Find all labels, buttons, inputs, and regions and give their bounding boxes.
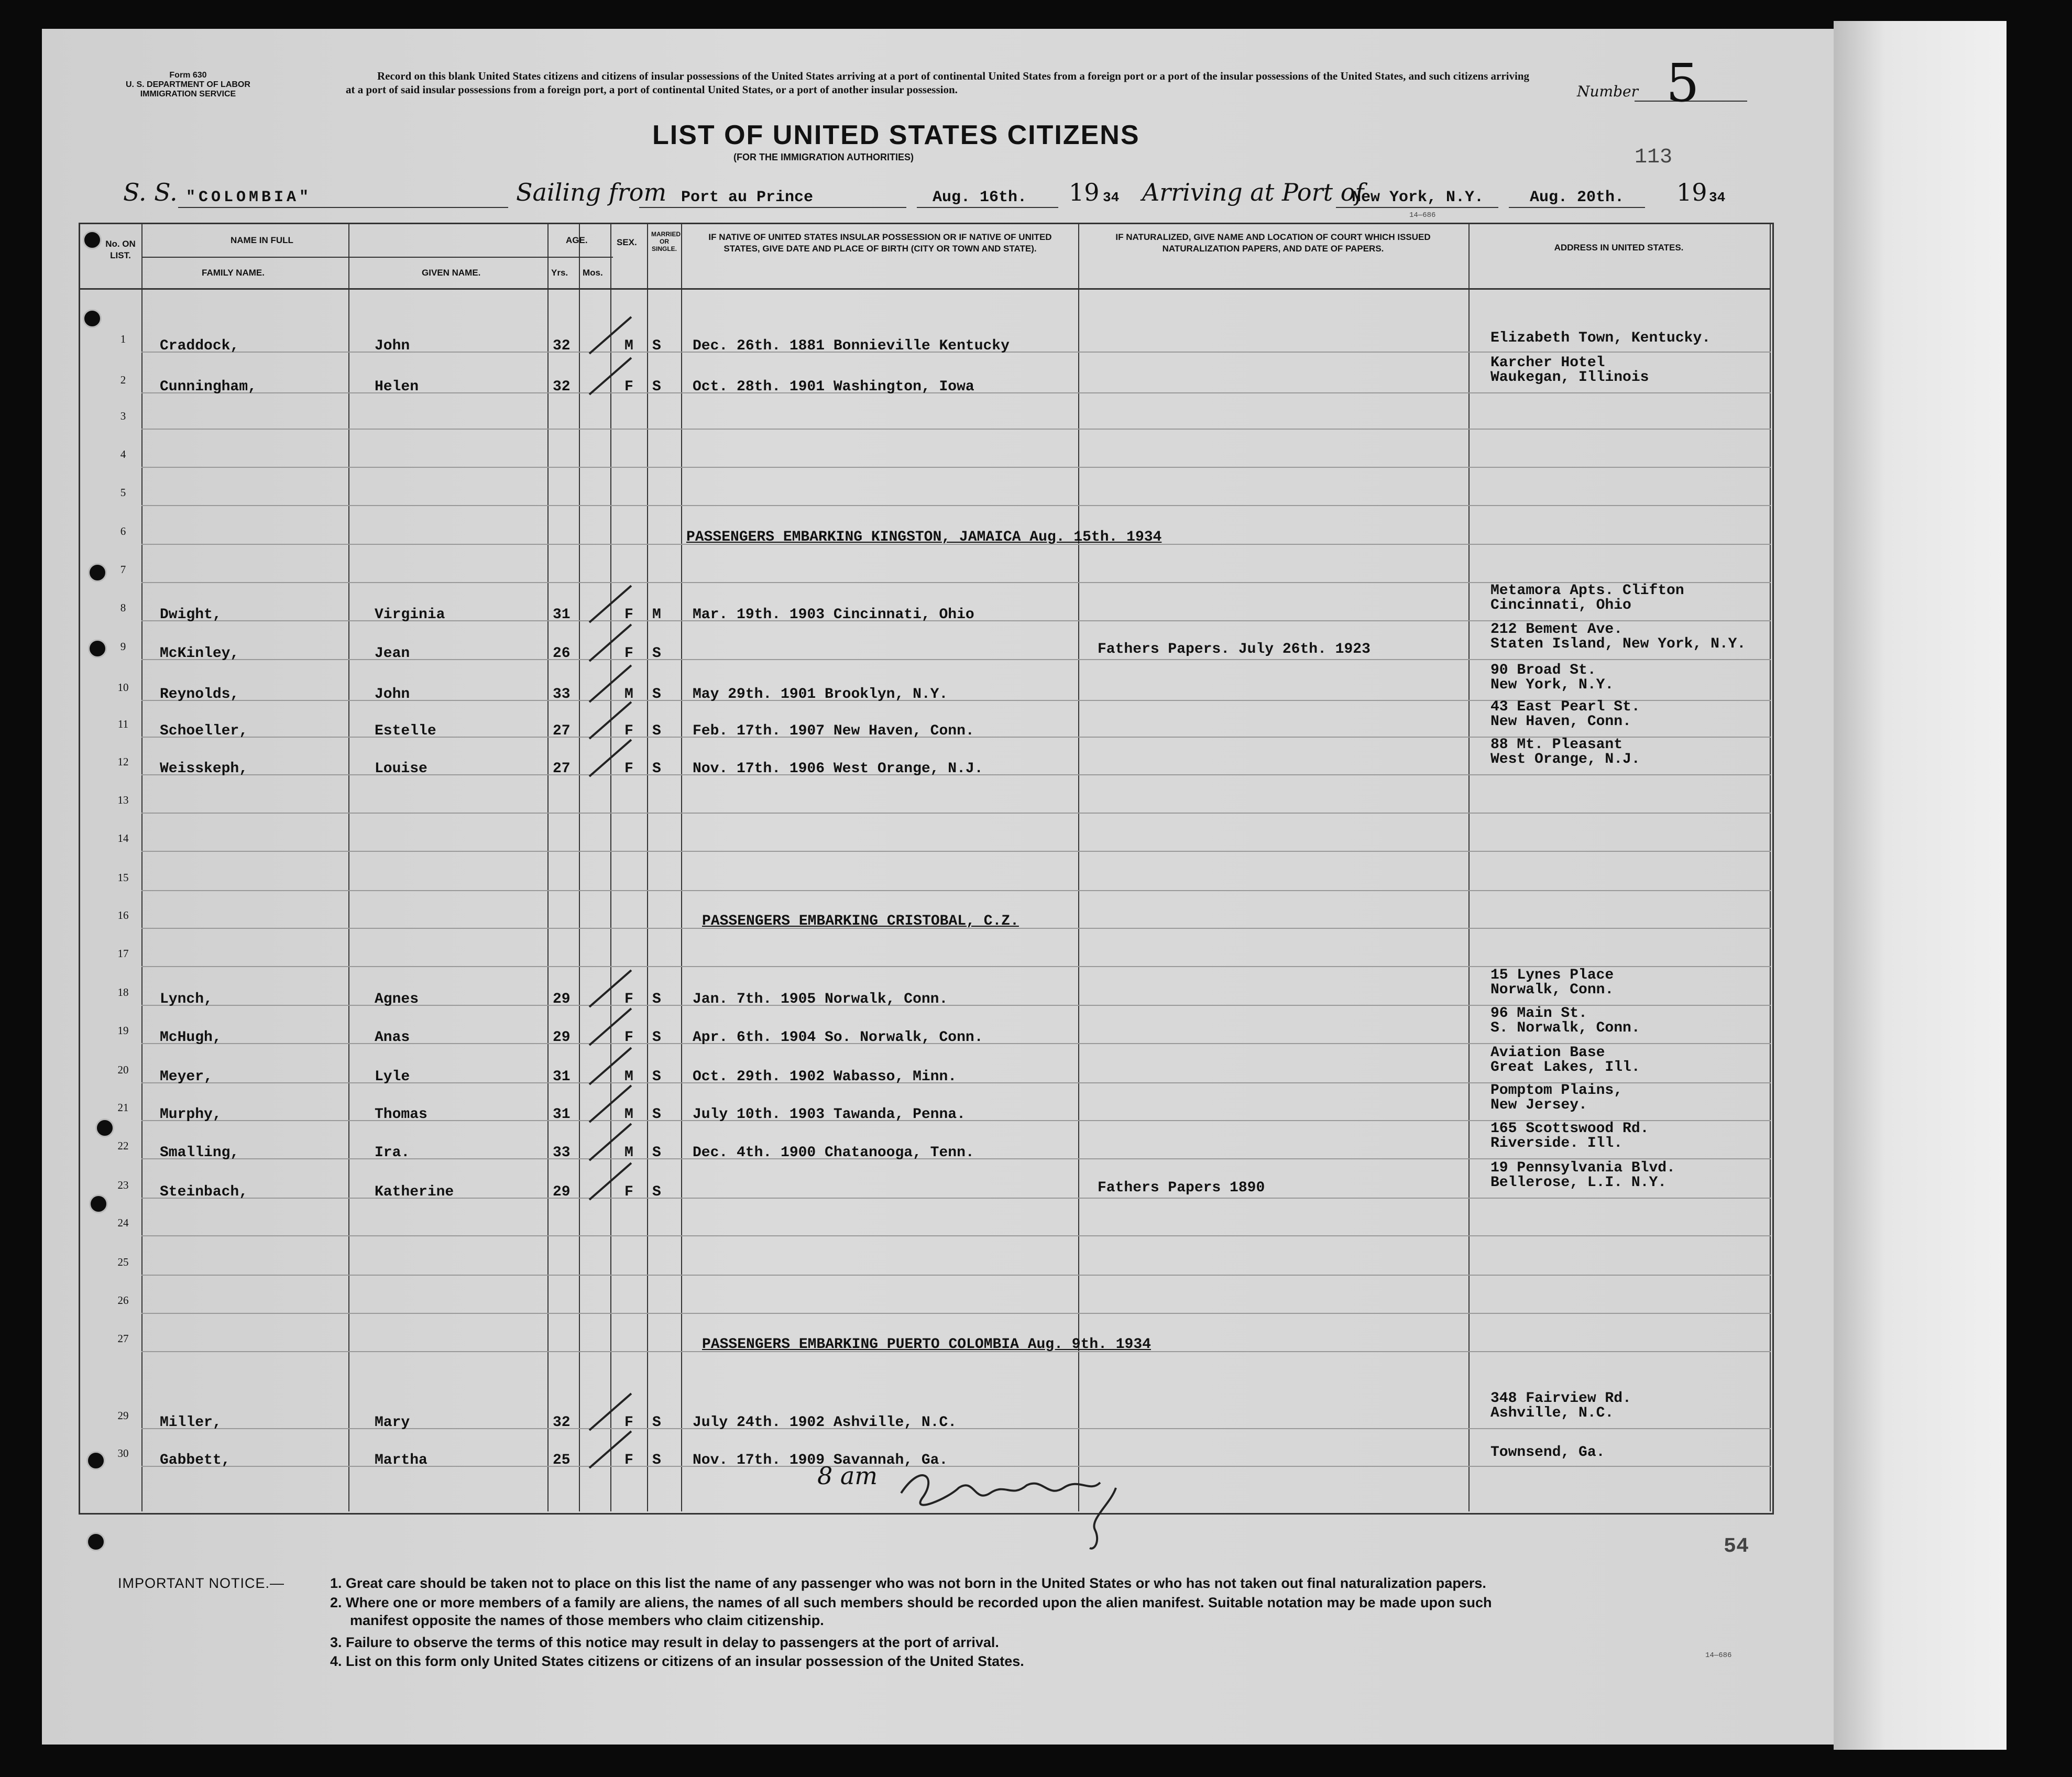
age-years: 27 <box>553 723 571 739</box>
to-port: New York, N.Y. <box>1352 189 1484 206</box>
sex: M <box>624 1069 633 1085</box>
section-header: PASSENGERS EMBARKING PUERTO COLOMBIA Aug. 9th. 1934 <box>702 1336 1151 1353</box>
page-edge <box>1834 21 2007 1750</box>
ship-name: "COLOMBIA" <box>186 189 312 206</box>
notice-item-4: 4. List on this form only United States citizens or citizens of an insular possession of the United States. <box>330 1653 1024 1669</box>
given-name: Katherine <box>375 1184 454 1200</box>
col-married: MARRIED OR SINGLE. <box>651 231 681 253</box>
from-port: Port au Prince <box>681 189 814 206</box>
address-line-2: Ashville, N.C. <box>1490 1405 1614 1421</box>
col-divider <box>647 223 648 1511</box>
age-years: 29 <box>553 1029 571 1046</box>
address-line-2: New Jersey. <box>1490 1097 1587 1113</box>
family-name: McKinley, <box>160 645 239 662</box>
check-mark <box>587 1083 634 1125</box>
to-date: Aug. 20th. <box>1530 189 1625 206</box>
row-number: 13 <box>117 794 129 806</box>
service: IMMIGRATION SERVICE <box>140 90 236 98</box>
col-family-name: FAMILY NAME. <box>202 268 265 278</box>
address-line-1: Townsend, Ga. <box>1490 1444 1605 1461</box>
given-name: Lyle <box>375 1069 410 1085</box>
family-name: McHugh, <box>160 1029 222 1046</box>
row-line <box>141 505 1771 506</box>
address-line-1: Elizabeth Town, Kentucky. <box>1490 330 1711 346</box>
check-mark <box>587 1160 634 1202</box>
marital-status: S <box>652 1184 661 1200</box>
row-number: 1 <box>120 333 126 345</box>
address-line-1: 19 Pennsylvania Blvd. <box>1490 1160 1675 1176</box>
header-divider <box>141 257 613 258</box>
given-name: Agnes <box>375 991 419 1007</box>
age-years: 31 <box>553 1069 571 1085</box>
col-divider <box>681 223 682 1511</box>
page-number: 54 <box>1724 1535 1749 1559</box>
birth-date-place: May 29th. 1901 Brooklyn, N.Y. <box>693 686 948 703</box>
row-number: 27 <box>117 1332 129 1345</box>
birth-date-place: Dec. 4th. 1900 Chatanooga, Tenn. <box>693 1145 974 1161</box>
sex: F <box>624 607 633 623</box>
marital-status: S <box>652 991 661 1007</box>
row-number: 24 <box>117 1216 129 1229</box>
age-years: 29 <box>553 991 571 1007</box>
address-line-2: New Haven, Conn. <box>1490 714 1631 730</box>
address-line-2: Bellerose, L.I. N.Y. <box>1490 1175 1667 1191</box>
year-prefix-2: 19 <box>1676 178 1707 206</box>
address-line-2: Staten Island, New York, N.Y. <box>1490 636 1746 652</box>
address-line-2: Great Lakes, Ill. <box>1490 1059 1640 1076</box>
signature-mark <box>891 1456 1153 1556</box>
marital-status: S <box>652 1414 661 1431</box>
col-divider <box>1770 223 1771 1511</box>
sex: F <box>624 1452 633 1468</box>
to-date-underline <box>1509 207 1645 208</box>
age-years: 32 <box>553 379 571 395</box>
family-name: Miller, <box>160 1414 222 1431</box>
sex: F <box>624 1029 633 1046</box>
binder-hole <box>95 1118 114 1137</box>
sex: M <box>624 686 633 703</box>
form-instructions: Record on this blank United States citizens and citizens of insular possessions of the United States arriving at a port of continental United States from a foreign port or a port of the insular possessions of the United States, and such citizens arriving at a port of said insular possessions from a foreign port, a port of continental United States, or a port of another insular possession. <box>346 70 1530 96</box>
family-name: Gabbett, <box>160 1452 231 1468</box>
address-line-2: Riverside. Ill. <box>1490 1135 1623 1151</box>
col-divider <box>1468 223 1470 1511</box>
form-code-top: 14—686 <box>1409 211 1436 220</box>
row-line <box>141 1313 1771 1314</box>
binder-hole <box>83 231 102 249</box>
check-mark <box>587 1391 634 1433</box>
row-line <box>141 467 1771 468</box>
sex: F <box>624 1414 633 1431</box>
binder-hole <box>86 1451 105 1470</box>
address-line-2: New York, N.Y. <box>1490 677 1614 693</box>
given-name: Anas <box>375 1029 410 1046</box>
form-code-bottom: 14—686 <box>1705 1651 1732 1660</box>
given-name: John <box>375 338 410 354</box>
marital-status: S <box>652 761 661 777</box>
col-mos: Mos. <box>583 268 603 278</box>
address-line-1: 90 Broad St. <box>1490 662 1596 678</box>
given-name: Ira. <box>375 1145 410 1161</box>
ss-label: S. S. <box>123 178 178 206</box>
row-number: 29 <box>117 1409 129 1422</box>
family-name: Schoeller, <box>160 723 248 739</box>
page-subtitle: (FOR THE IMMIGRATION AUTHORITIES) <box>733 152 914 162</box>
marital-status: S <box>652 338 661 354</box>
address-line-1: 348 Fairview Rd. <box>1490 1390 1631 1407</box>
age-years: 29 <box>553 1184 571 1200</box>
row-number: 12 <box>117 755 129 768</box>
age-years: 27 <box>553 761 571 777</box>
given-name: Virginia <box>375 607 445 623</box>
marital-status: S <box>652 379 661 395</box>
check-mark <box>587 583 634 625</box>
address-line-1: 96 Main St. <box>1490 1005 1587 1022</box>
from-date: Aug. 16th. <box>933 189 1027 206</box>
row-line <box>141 813 1771 814</box>
row-number: 22 <box>117 1139 129 1152</box>
address-line-2: West Orange, N.J. <box>1490 751 1640 767</box>
year-prefix-1: 19 <box>1069 178 1100 206</box>
manifest-table <box>79 223 1774 1515</box>
binder-hole <box>88 563 107 582</box>
department: U. S. DEPARTMENT OF LABOR <box>126 80 250 89</box>
number-label: Number <box>1577 83 1638 100</box>
check-mark <box>587 1045 634 1087</box>
row-number: 25 <box>117 1256 129 1268</box>
row-number: 4 <box>120 448 126 460</box>
address-line-1: 212 Bement Ave. <box>1490 621 1623 638</box>
age-years: 32 <box>553 1414 571 1431</box>
marital-status: M <box>652 607 661 623</box>
address-line-1: Metamora Apts. Clifton <box>1490 583 1684 599</box>
naturalization: Fathers Papers 1890 <box>1098 1180 1265 1196</box>
header-bottom <box>79 288 1771 290</box>
from-port-underline <box>639 207 906 208</box>
row-number: 3 <box>120 410 126 422</box>
page-title: LIST OF UNITED STATES CITIZENS <box>652 120 1140 150</box>
col-given-name: GIVEN NAME. <box>422 268 481 278</box>
given-name: Estelle <box>375 723 436 739</box>
family-name: Lynch, <box>160 991 213 1007</box>
number-value: 5 <box>1666 52 1700 114</box>
family-name: Weisskeph, <box>160 761 248 777</box>
birth-date-place: Oct. 29th. 1902 Wabasso, Minn. <box>693 1069 957 1085</box>
row-number: 5 <box>120 486 126 499</box>
year-1: 34 <box>1103 190 1120 205</box>
sex: M <box>624 1106 633 1123</box>
given-name: Mary <box>375 1414 410 1431</box>
marital-status: S <box>652 1069 661 1085</box>
address-line-1: Aviation Base <box>1490 1045 1605 1061</box>
address-line-1: 88 Mt. Pleasant <box>1490 737 1623 753</box>
check-mark <box>587 622 634 664</box>
check-mark <box>587 1429 634 1471</box>
family-name: Meyer, <box>160 1069 213 1085</box>
row-number: 8 <box>120 601 126 614</box>
signature-note: 8 am <box>817 1462 878 1490</box>
row-line <box>141 851 1771 852</box>
notice-item-2-cont: manifest opposite the names of those members who claim citizenship. <box>350 1613 824 1628</box>
row-number: 10 <box>117 681 129 694</box>
row-number: 2 <box>120 374 126 386</box>
row-line <box>141 1235 1771 1236</box>
birth-date-place: Nov. 17th. 1906 West Orange, N.J. <box>693 761 983 777</box>
address-line-2: Norwalk, Conn. <box>1490 982 1614 998</box>
notice-heading: IMPORTANT NOTICE.— <box>118 1575 285 1591</box>
col-divider <box>141 223 142 1511</box>
row-number: 15 <box>117 871 129 884</box>
sex: F <box>624 723 633 739</box>
row-number: 11 <box>117 718 129 730</box>
marital-status: S <box>652 645 661 662</box>
age-years: 25 <box>553 1452 571 1468</box>
check-mark <box>587 1006 634 1048</box>
row-number: 16 <box>117 909 129 922</box>
row-number: 23 <box>117 1179 129 1191</box>
birth-date-place: Mar. 19th. 1903 Cincinnati, Ohio <box>693 607 974 623</box>
row-number: 19 <box>117 1024 129 1037</box>
marital-status: S <box>652 723 661 739</box>
col-divider <box>348 223 349 1511</box>
binder-hole <box>89 1194 108 1213</box>
birth-date-place: Jan. 7th. 1905 Norwalk, Conn. <box>693 991 948 1007</box>
section-header: PASSENGERS EMBARKING KINGSTON, JAMAICA Aug. 15th. 1934 <box>686 529 1162 545</box>
stamp-number: 113 <box>1635 146 1673 169</box>
family-name: Smalling, <box>160 1145 239 1161</box>
col-yrs: Yrs. <box>551 268 568 278</box>
marital-status: S <box>652 686 661 703</box>
col-birth: IF NATIVE OF UNITED STATES INSULAR POSSESSION OR IF NATIVE OF UNITED STATES, GIVE DATE AND PLACE OF BIRTH (CITY OR TOWN AND STATE). <box>708 232 1052 254</box>
check-mark <box>587 663 634 705</box>
check-mark <box>587 737 634 779</box>
row-number: 18 <box>117 986 129 999</box>
birth-date-place: Oct. 28th. 1901 Washington, Iowa <box>693 379 974 395</box>
birth-date-place: Apr. 6th. 1904 So. Norwalk, Conn. <box>693 1029 983 1046</box>
sex: F <box>624 991 633 1007</box>
col-divider <box>579 223 580 1511</box>
row-number: 14 <box>117 832 129 844</box>
address-line-2: Waukegan, Illinois <box>1490 369 1649 386</box>
notice-item-2: 2. Where one or more members of a family are aliens, the names of all such members should be recorded upon the alien manifest. Suitable notation may be made upon such <box>330 1595 1492 1610</box>
row-line <box>141 890 1771 891</box>
year-2: 34 <box>1709 190 1726 205</box>
row-number: 17 <box>117 947 129 960</box>
binder-hole <box>86 1532 105 1551</box>
col-divider <box>547 223 549 1511</box>
binder-hole <box>88 639 107 658</box>
col-no: No. ON LIST. <box>105 239 136 260</box>
family-name: Steinbach, <box>160 1184 248 1200</box>
birth-date-place: Feb. 17th. 1907 New Haven, Conn. <box>693 723 974 739</box>
sex: M <box>624 338 633 354</box>
from-date-underline <box>917 207 1058 208</box>
col-naturalized: IF NATURALIZED, GIVE NAME AND LOCATION OF COURT WHICH ISSUED NATURALIZATION PAPERS, AND DATE OF PAPERS. <box>1115 232 1431 254</box>
family-name: Dwight, <box>160 607 222 623</box>
sex: M <box>624 1145 633 1161</box>
col-age: AGE. <box>566 235 588 245</box>
address-line-1: Pomptom Plains, <box>1490 1082 1623 1099</box>
arriving-label: Arriving at Port of <box>1142 178 1364 206</box>
row-number: 26 <box>117 1294 129 1307</box>
check-mark <box>587 699 634 741</box>
form-id <box>126 71 250 99</box>
birth-date-place: Nov. 17th. 1909 Savannah, Ga. <box>693 1452 948 1468</box>
row-line <box>141 1275 1771 1276</box>
col-name-in-full: NAME IN FULL <box>231 235 293 245</box>
family-name: Reynolds, <box>160 686 239 703</box>
age-years: 26 <box>553 645 571 662</box>
address-line-1: 15 Lynes Place <box>1490 967 1614 983</box>
sex: F <box>624 761 633 777</box>
row-number: 6 <box>120 525 126 538</box>
section-header: PASSENGERS EMBARKING CRISTOBAL, C.Z. <box>702 913 1019 929</box>
birth-date-place: July 10th. 1903 Tawanda, Penna. <box>693 1106 966 1123</box>
family-name: Murphy, <box>160 1106 222 1123</box>
row-number: 9 <box>120 640 126 653</box>
address-line-1: 165 Scottswood Rd. <box>1490 1121 1649 1137</box>
address-line-1: 43 East Pearl St. <box>1490 699 1640 715</box>
notice-item-3: 3. Failure to observe the terms of this notice may result in delay to passengers at the port of arrival. <box>330 1635 999 1650</box>
row-line <box>141 429 1771 430</box>
family-name: Cunningham, <box>160 379 257 395</box>
age-years: 33 <box>553 1145 571 1161</box>
given-name: Martha <box>375 1452 427 1468</box>
check-mark <box>587 1121 634 1163</box>
naturalization: Fathers Papers. July 26th. 1923 <box>1098 641 1371 657</box>
birth-date-place: July 24th. 1902 Ashville, N.C. <box>693 1414 957 1431</box>
address-line-2: S. Norwalk, Conn. <box>1490 1020 1640 1036</box>
check-mark <box>587 314 634 356</box>
col-sex: SEX. <box>617 237 637 247</box>
birth-date-place: Dec. 26th. 1881 Bonnieville Kentucky <box>693 338 1010 354</box>
given-name: John <box>375 686 410 703</box>
given-name: Jean <box>375 645 410 662</box>
sex: F <box>624 1184 633 1200</box>
row-number: 7 <box>120 563 126 576</box>
col-address: ADDRESS IN UNITED STATES. <box>1554 243 1684 253</box>
row-number: 30 <box>117 1447 129 1460</box>
row-number: 21 <box>117 1101 129 1114</box>
binder-hole <box>83 309 102 328</box>
ship-underline <box>178 207 508 208</box>
family-name: Craddock, <box>160 338 239 354</box>
given-name: Thomas <box>375 1106 427 1123</box>
notice-item-1: 1. Great care should be taken not to place on this list the name of any passenger who was not born in the United States or who has not taken out final naturalization papers. <box>330 1575 1486 1591</box>
age-years: 31 <box>553 1106 571 1123</box>
sex: F <box>624 379 633 395</box>
age-years: 33 <box>553 686 571 703</box>
address-line-2: Cincinnati, Ohio <box>1490 597 1631 613</box>
sailing-label: Sailing from <box>516 178 667 206</box>
check-mark <box>587 968 634 1010</box>
age-years: 31 <box>553 607 571 623</box>
marital-status: S <box>652 1029 661 1046</box>
address-line-1: Karcher Hotel <box>1490 355 1605 371</box>
col-divider <box>1078 223 1079 1511</box>
given-name: Louise <box>375 761 427 777</box>
row-number: 20 <box>117 1063 129 1076</box>
sex: F <box>624 645 633 662</box>
to-port-underline <box>1336 207 1498 208</box>
marital-status: S <box>652 1106 661 1123</box>
marital-status: S <box>652 1452 661 1468</box>
age-years: 32 <box>553 338 571 354</box>
check-mark <box>587 355 634 397</box>
given-name: Helen <box>375 379 419 395</box>
marital-status: S <box>652 1145 661 1161</box>
col-divider <box>610 223 611 1511</box>
form-number: Form 630 <box>169 71 207 80</box>
